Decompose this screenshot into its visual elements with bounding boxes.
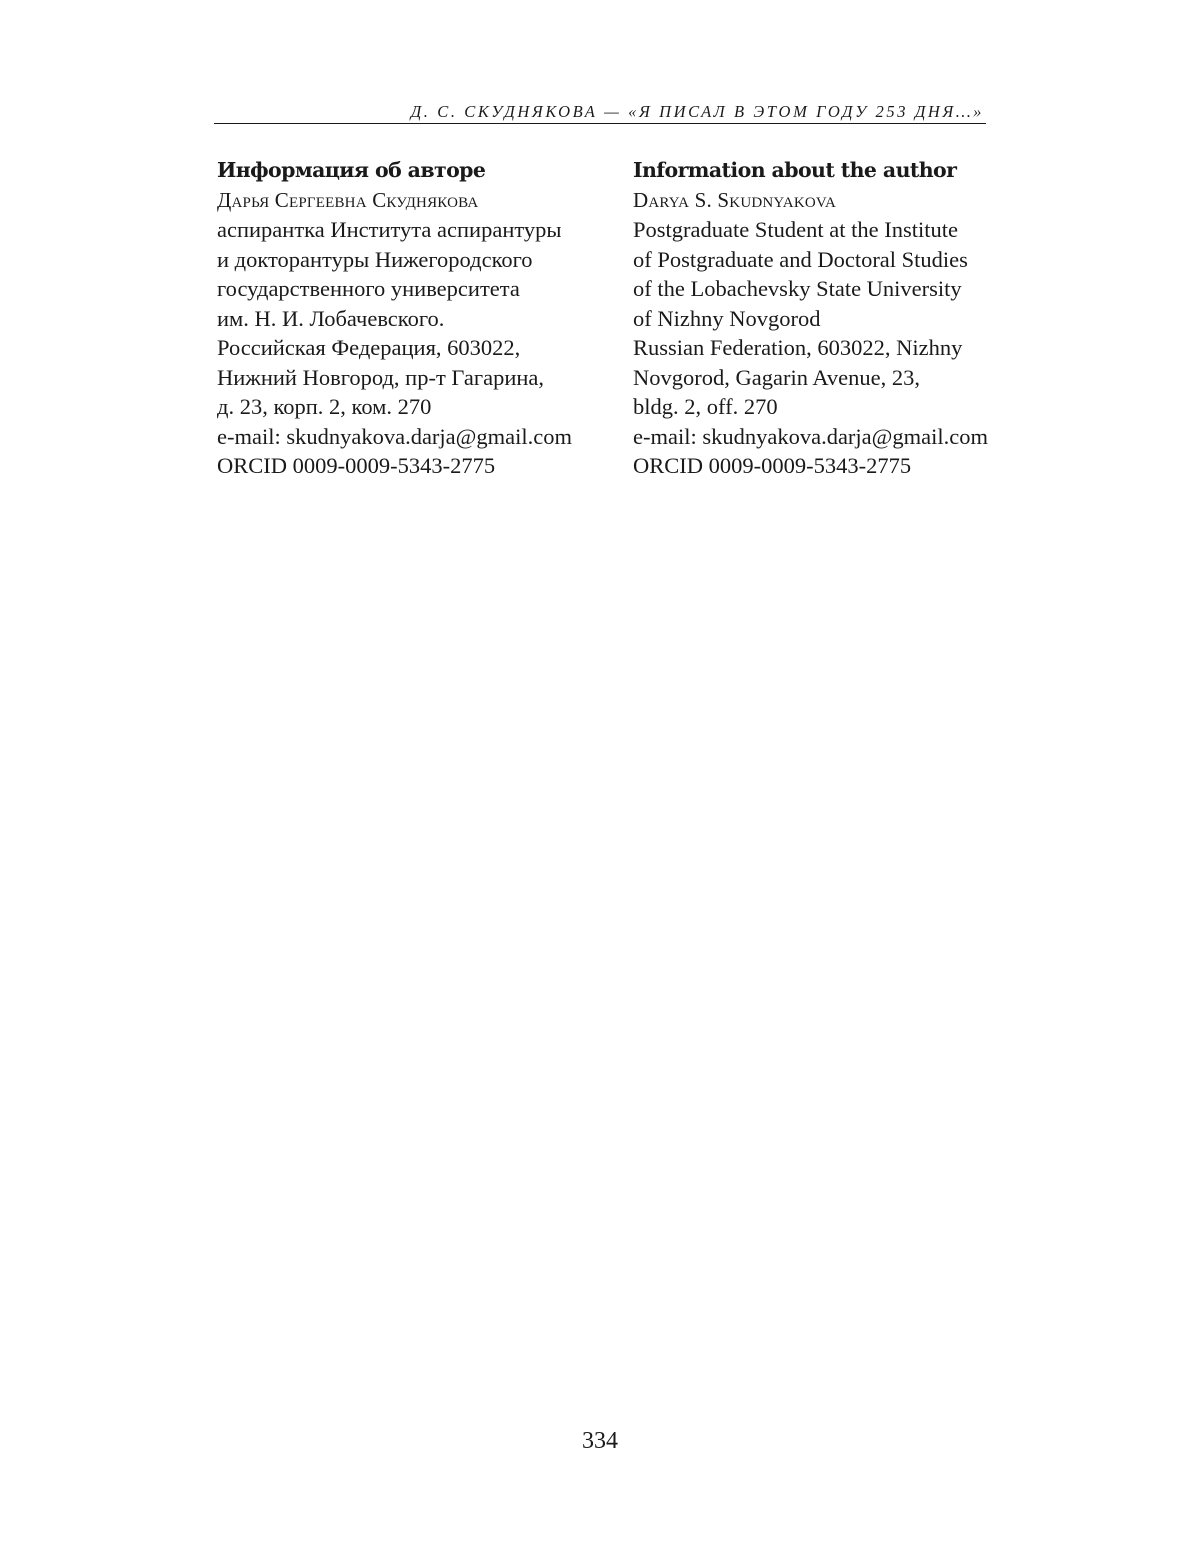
header-rule bbox=[214, 123, 986, 124]
address-line: Russian Federation, 603022, Nizhny bbox=[633, 335, 963, 360]
orcid-line: ORCID 0009-0009-5343-2775 bbox=[633, 453, 912, 478]
address-line: bldg. 2, off. 270 bbox=[633, 394, 778, 419]
affiliation-line: of Postgraduate and Doctoral Studies bbox=[633, 246, 968, 272]
section-heading: Информация об авторе bbox=[217, 158, 486, 182]
affiliation-line: Postgraduate Student at the Institute bbox=[633, 217, 958, 242]
affiliation-line: аспирантка Института аспирантуры bbox=[217, 217, 562, 242]
affiliation-line: им. Н. И. Лобачевского. bbox=[217, 305, 445, 331]
address-line: Novgorod, Gagarin Avenue, 23, bbox=[633, 364, 921, 390]
author-name: Darya S. Skudnyakova bbox=[633, 187, 837, 212]
orcid-line: ORCID 0009-0009-5343-2775 bbox=[217, 453, 496, 478]
author-name: Дарья Сергеевна Скуднякова bbox=[217, 187, 479, 212]
affiliation-line: и докторантуры Нижегородского bbox=[217, 246, 533, 272]
address-line: Российская Федерация, 603022, bbox=[217, 335, 521, 360]
affiliation-line: государственного университета bbox=[217, 276, 520, 301]
running-head: Д. С. СКУДНЯКОВА — «Я ПИСАЛ В ЭТОМ ГОДУ 253 ДНЯ…» bbox=[410, 102, 984, 121]
section-heading: Information about the author bbox=[633, 158, 957, 182]
affiliation-line: of the Lobachevsky State University bbox=[633, 276, 962, 301]
address-line: Нижний Новгород, пр-т Гагарина, bbox=[217, 364, 545, 390]
author-info-russian bbox=[217, 156, 572, 481]
affiliation-line: of Nizhny Novgorod bbox=[633, 305, 821, 331]
address-line: д. 23, корп. 2, ком. 270 bbox=[217, 394, 432, 419]
email-line: e-mail: skudnyakova.darja@gmail.com bbox=[217, 423, 572, 449]
page-number: 334 bbox=[582, 1428, 618, 1454]
author-info-english bbox=[633, 156, 988, 481]
email-line: e-mail: skudnyakova.darja@gmail.com bbox=[633, 423, 988, 449]
